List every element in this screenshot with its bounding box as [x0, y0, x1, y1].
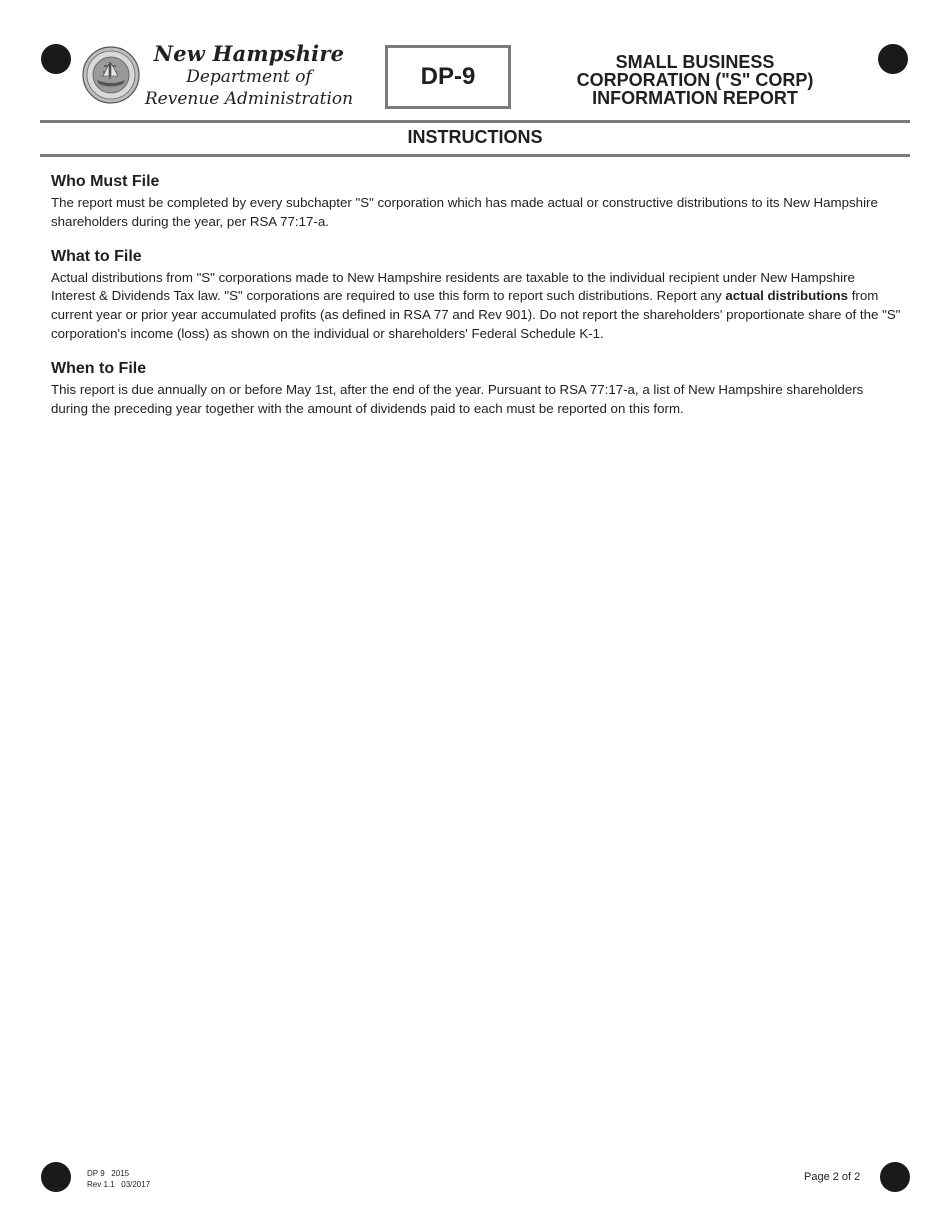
section-text: [51, 269, 901, 344]
instructions-divider: [40, 154, 910, 157]
section-heading: What to File: [51, 247, 142, 265]
form-id-box: [385, 45, 511, 109]
header-divider: [40, 120, 910, 123]
section-when-to-file: [51, 358, 901, 419]
section-who-must-file: [51, 171, 901, 232]
registration-mark-bottom-left: [41, 1162, 71, 1192]
instructions-content: [51, 171, 901, 432]
form-id: DP-9: [420, 63, 476, 90]
section-heading: Who Must File: [51, 173, 160, 190]
department-line-1: Department of: [186, 67, 312, 87]
section-text-part: from current year or prior year accumulated profits (as defined in RSA 77 and Rev 901). Do not report the shareholders' proportionate share of the "S" corporation's income (loss) as shown on the individual or shareholders' Federal Schedule K-1.: [51, 288, 901, 341]
section-text-bold: actual distributions: [725, 288, 849, 304]
registration-mark-top-right: [878, 44, 908, 74]
form-title: [545, 53, 845, 107]
page-number: Page 2 of 2: [804, 1171, 861, 1183]
section-text: This report is due annually on or before May 1st, after the end of the year. Pursuant to RSA 77:17-a, a list of New Hampshire shareholders during the preceding year together with the amount of dividends paid to each must be reported on this form.: [51, 381, 864, 416]
registration-mark-bottom-right: [880, 1162, 910, 1192]
department-line-2: Revenue Administration: [144, 89, 354, 109]
state-seal-icon: [82, 46, 140, 104]
instructions-heading: INSTRUCTIONS: [407, 127, 543, 147]
section-heading: When to File: [51, 359, 147, 377]
footer-form-year: DP 9 2015: [87, 1169, 130, 1178]
form-title-line-1: SMALL BUSINESS: [615, 52, 775, 72]
form-title-line-2: CORPORATION ("S" CORP): [576, 70, 814, 90]
form-title-line-3: INFORMATION REPORT: [592, 88, 798, 108]
section-text: The report must be completed by every subchapter "S" corporation which has made actual or constructive distributions to its New Hampshire shareholders during the year, per RSA 77:17-a.: [51, 195, 878, 229]
footer-revision: Rev 1.1 03/2017: [87, 1180, 151, 1189]
footer-form-info: [87, 1168, 150, 1190]
section-what-to-file: [51, 246, 901, 344]
agency-name: [144, 42, 354, 110]
section-text-part: Actual distributions from "S" corporations made to New Hampshire residents are taxable to the individual recipient under New Hampshire Interest & Dividends Tax law. "S" corporations are required to use this form to report such distributions. Report any: [51, 269, 855, 304]
registration-mark-top-left: [41, 44, 71, 74]
state-name: New Hampshire: [153, 41, 345, 66]
